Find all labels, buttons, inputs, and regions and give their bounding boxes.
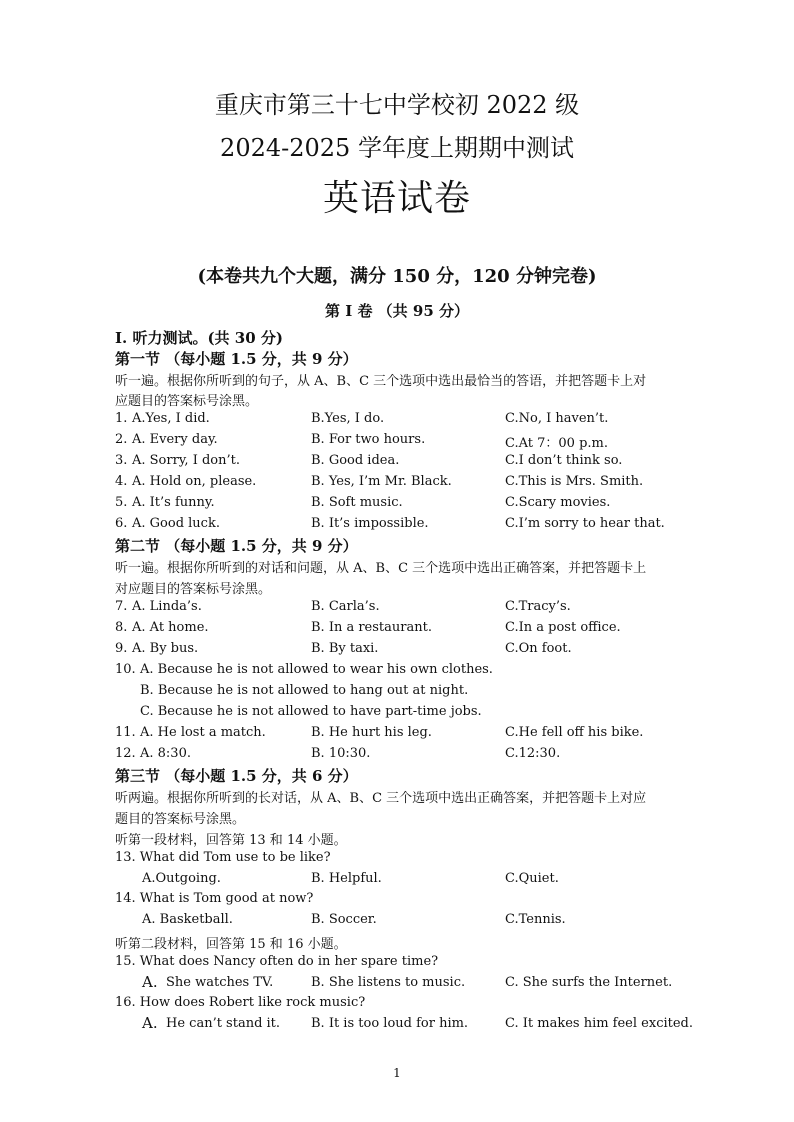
option-a: She watches TV.: [166, 975, 274, 990]
option-c: C.He fell off his bike.: [505, 725, 644, 740]
option-b: B. He hurt his leg.: [311, 725, 432, 740]
option-a: A. By bus.: [132, 641, 199, 656]
option-b: B. Yes, I’m Mr. Black.: [311, 474, 452, 489]
question-stem: 16. How does Robert like rock music?: [115, 995, 366, 1010]
option-b: B. By taxi.: [311, 641, 379, 656]
option-a-letter: A.: [142, 1014, 158, 1032]
option-a: A. At home.: [132, 620, 209, 635]
section1-instruction-line: 应题目的答案标号涂黑。: [115, 394, 259, 409]
option-b: B.Yes, I do.: [311, 411, 385, 426]
option-b: B. Good idea.: [311, 453, 400, 468]
option-a: A. Hold on, please.: [132, 474, 257, 489]
option-c: C. She surfs the Internet.: [505, 975, 673, 990]
material-note: 听第二段材料，回答第 15 和 16 小题。: [115, 937, 347, 952]
section2-title: 第二节 （每小题 1.5 分，共 9 分）: [115, 537, 358, 555]
option-b: B. In a restaurant.: [311, 620, 432, 635]
question-number: 8.: [115, 620, 128, 635]
option-c: C.Scary movies.: [505, 495, 611, 510]
question-number: 6.: [115, 516, 128, 531]
option-b: B. Carla’s.: [311, 599, 380, 614]
option-b: B. Helpful.: [311, 871, 382, 886]
option-b: B. 10:30.: [311, 746, 371, 761]
option-a: A. Linda’s.: [132, 599, 202, 614]
section3-instruction-line: 听两遍。根据你所听到的长对话，从 A、B、C 三个选项中选出正确答案，并把答题卡上对应: [115, 791, 647, 806]
option-c: C.I don’t think so.: [505, 453, 623, 468]
term-title: 2024-2025 学年度上期期中测试: [220, 134, 574, 162]
option-b: B. Soccer.: [311, 912, 377, 927]
option-a: A. Every day.: [132, 432, 218, 447]
option-c: C.I’m sorry to hear that.: [505, 516, 665, 531]
option-c: C.Tennis.: [505, 912, 566, 927]
option-b: B. For two hours.: [311, 432, 426, 447]
option-c: C.On foot.: [505, 641, 572, 656]
volume-title: 第 I 卷 （共 95 分）: [324, 302, 469, 320]
option-b: B. Because he is not allowed to hang out at night.: [140, 683, 469, 698]
option-b: B. It’s impossible.: [311, 516, 429, 531]
option-c: C. It makes him feel excited.: [505, 1016, 694, 1031]
question-number: 11.: [115, 725, 136, 740]
option-c: C.No, I haven’t.: [505, 411, 609, 426]
option-a: A. Because he is not allowed to wear his own clothes.: [140, 662, 493, 677]
question-number: 1.: [115, 411, 128, 426]
option-c: C.This is Mrs. Smith.: [505, 474, 644, 489]
question-number: 12.: [115, 746, 136, 761]
exam-note: (本卷共九个大题，满分 150 分，120 分钟完卷): [197, 266, 597, 287]
section3-title: 第三节 （每小题 1.5 分，共 6 分）: [115, 767, 358, 785]
question-number: 7.: [115, 599, 128, 614]
question-stem: 15. What does Nancy often do in her spare time?: [115, 954, 439, 969]
option-a: He can’t stand it.: [166, 1016, 281, 1031]
section2-instruction-line: 对应题目的答案标号涂黑。: [115, 582, 272, 597]
option-a-letter: A.: [142, 973, 158, 991]
question-number: 5.: [115, 495, 128, 510]
question-stem: 14. What is Tom good at now?: [115, 891, 314, 906]
option-c: C.At 7：00 p.m.: [505, 436, 608, 451]
option-b: B. It is too loud for him.: [311, 1016, 469, 1031]
option-a: A. It’s funny.: [132, 495, 215, 510]
question-number: 9.: [115, 641, 128, 656]
option-b: B. She listens to music.: [311, 975, 466, 990]
option-a: A.Yes, I did.: [132, 411, 210, 426]
section3-instruction-line: 题目的答案标号涂黑。: [115, 812, 246, 827]
option-a: A. He lost a match.: [140, 725, 266, 740]
option-c: C. Because he is not allowed to have part-time jobs.: [140, 704, 482, 719]
page-number: 1: [393, 1066, 401, 1080]
option-c: C.In a post office.: [505, 620, 621, 635]
question-number: 3.: [115, 453, 128, 468]
option-a: A. Basketball.: [142, 912, 233, 927]
option-a: A. Sorry, I don’t.: [132, 453, 240, 468]
option-c: C.Tracy’s.: [505, 599, 571, 614]
option-c: C.Quiet.: [505, 871, 559, 886]
section1-instruction-line: 听一遍。根据你所听到的句子，从 A、B、C 三个选项中选出最恰当的答语，并把答题卡上对: [115, 374, 647, 389]
question-number: 2.: [115, 432, 128, 447]
question-number: 4.: [115, 474, 128, 489]
school-title: 重庆市第三十七中学校初 2022 级: [214, 91, 580, 119]
question-stem: 13. What did Tom use to be like?: [115, 850, 331, 865]
option-a: A. 8:30.: [140, 746, 191, 761]
question-number: 10.: [115, 662, 136, 677]
option-b: B. Soft music.: [311, 495, 403, 510]
section2-instruction-line: 听一遍。根据你所听到的对话和问题，从 A、B、C 三个选项中选出正确答案，并把答题卡上: [115, 561, 647, 576]
material-note: 听第一段材料，回答第 13 和 14 小题。: [115, 833, 347, 848]
part1-title: I. 听力测试。(共 30 分): [115, 329, 283, 347]
option-a: A.Outgoing.: [142, 871, 221, 886]
option-a: A. Good luck.: [132, 516, 220, 531]
option-c: C.12:30.: [505, 746, 561, 761]
section1-title: 第一节 （每小题 1.5 分，共 9 分）: [115, 350, 358, 368]
subject-title: 英语试卷: [322, 178, 471, 219]
